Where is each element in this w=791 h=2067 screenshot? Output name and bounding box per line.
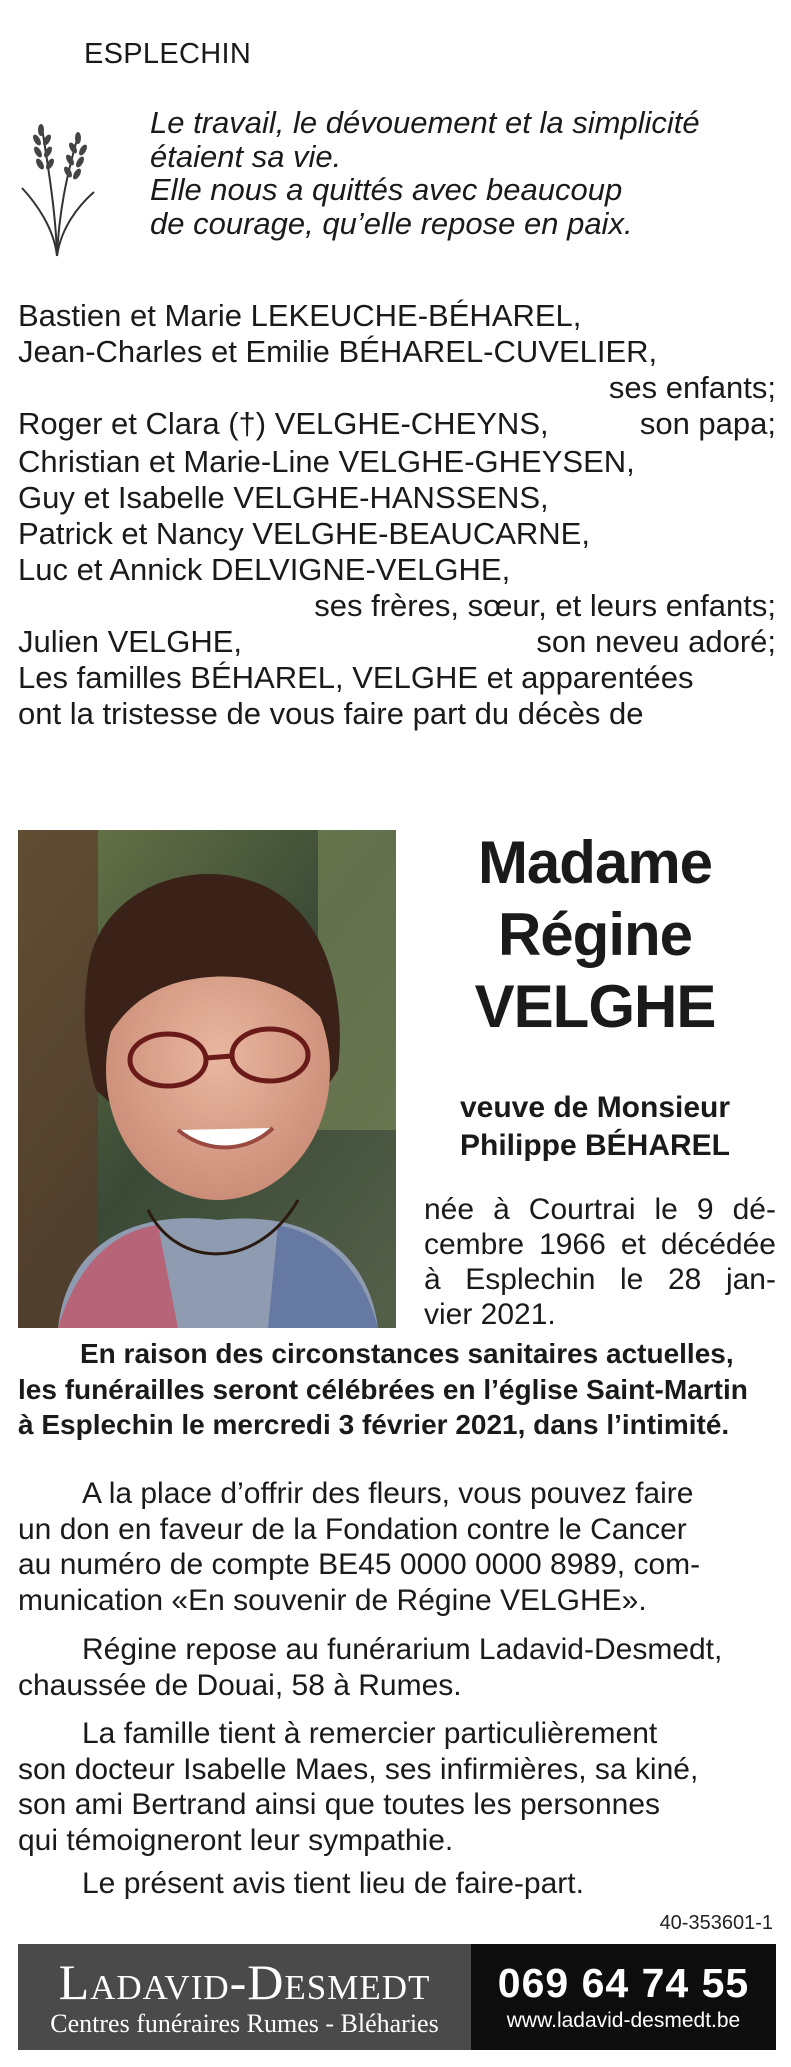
family-line: Les familles BÉHAREL, VELGHE et apparentées [18,660,694,695]
closing-line: Le présent avis tient lieu de faire-part. [82,1867,584,1900]
quote-line: Le travail, le dévouement et la simplicité [150,105,700,140]
thanks-line: La famille tient à remercier particulièrement [82,1717,658,1750]
rest-notice [18,1632,776,1703]
family-line: Luc et Annick DELVIGNE-VELGHE, [18,552,511,587]
deceased-last-name: VELGHE [474,973,716,1040]
quote-line: de courage, qu’elle repose en paix. [150,205,633,241]
detail-line: vier 2021. [424,1298,556,1331]
rest-line: Régine repose au funérarium Ladavid-Desmedt, [82,1633,723,1666]
deceased-title: Madame [477,829,713,896]
portrait-photo [18,830,396,1328]
widow-line: Philippe BÉHAREL [459,1129,730,1162]
birth-death-details [424,1192,776,1332]
thanks-notice [18,1716,776,1858]
wheat-icon [14,108,100,258]
donation-line: un don en faveur de la Fondation contre le Cancer [18,1512,687,1546]
funeral-home-contact [471,1944,776,2050]
deceased-first-name: Régine [497,901,693,968]
quote-line: étaient sa vie. [150,138,342,174]
announcement-line: ont la tristesse de vous faire part du décès de [18,696,644,731]
widow-line: veuve de Monsieur [459,1091,731,1124]
donation-line: A la place d’offrir des fleurs, vous pouvez faire [82,1477,694,1510]
detail-line: cembre 1966 et décédée [424,1228,776,1261]
family-row [18,624,776,660]
funeral-home-name: Ladavid-Desmedt [58,1954,431,2010]
family-row [18,406,776,442]
closing-notice [18,1866,776,1902]
thanks-line: qui témoigneront leur sympathie. [18,1823,454,1857]
quote-line: Elle nous a quittés avec beaucoup [150,172,623,207]
funeral-home-tagline: Centres funéraires Rumes - Bléharies [50,2009,439,2038]
thanks-line: son docteur Isabelle Maes, ses infirmières, sa kiné, [18,1752,699,1786]
family-role: son neveu adoré; [536,624,776,659]
funeral-notice [18,1336,776,1443]
funeral-line: En raison des circonstances sanitaires actuelles, [80,1338,734,1369]
family-line: Julien VELGHE, [18,624,242,659]
funeral-line: les funérailles seront célébrées en l’église Saint-Martin [18,1373,748,1405]
family-role: ses enfants; [608,370,776,405]
funeral-home-brand [18,1944,471,2050]
detail-line: née à Courtrai le 9 dé- [424,1193,776,1226]
family-line: Jean-Charles et Emilie BÉHAREL-CUVELIER, [18,334,658,369]
rest-line: chaussée de Douai, 58 à Rumes. [18,1668,462,1702]
detail-line: à Esplechin le 28 jan- [424,1263,776,1296]
donation-line: munication «En souvenir de Régine VELGHE». [18,1583,647,1617]
town-name: ESPLECHIN [84,38,252,70]
family-line: Christian et Marie-Line VELGHE-GHEYSEN, [18,444,635,479]
family-line: Roger et Clara (†) VELGHE-CHEYNS, [18,406,549,441]
family-role: son papa; [639,406,776,441]
family-line: Bastien et Marie LEKEUCHE-BÉHAREL, [18,298,582,333]
family-line: Patrick et Nancy VELGHE-BEAUCARNE, [18,516,590,551]
family-role: ses frères, sœur, et leurs enfants; [314,588,776,623]
funeral-line: à Esplechin le mercredi 3 février 2021, dans l’intimité. [18,1409,730,1440]
funeral-home-banner [18,1944,776,2050]
reference-number: 40-353601-1 [659,1912,773,1934]
family-list [18,298,776,732]
memorial-quote [150,106,770,240]
donation-line: au numéro de compte BE45 0000 0000 8989, com- [18,1548,701,1581]
website-link[interactable]: www.ladavid-desmedt.be [506,2009,741,2032]
phone-number: 069 64 74 55 [497,1960,750,2006]
family-line: Guy et Isabelle VELGHE-HANSSENS, [18,480,549,515]
thanks-line: son ami Bertrand ainsi que toutes les personnes [18,1788,661,1821]
donation-notice [18,1476,776,1618]
